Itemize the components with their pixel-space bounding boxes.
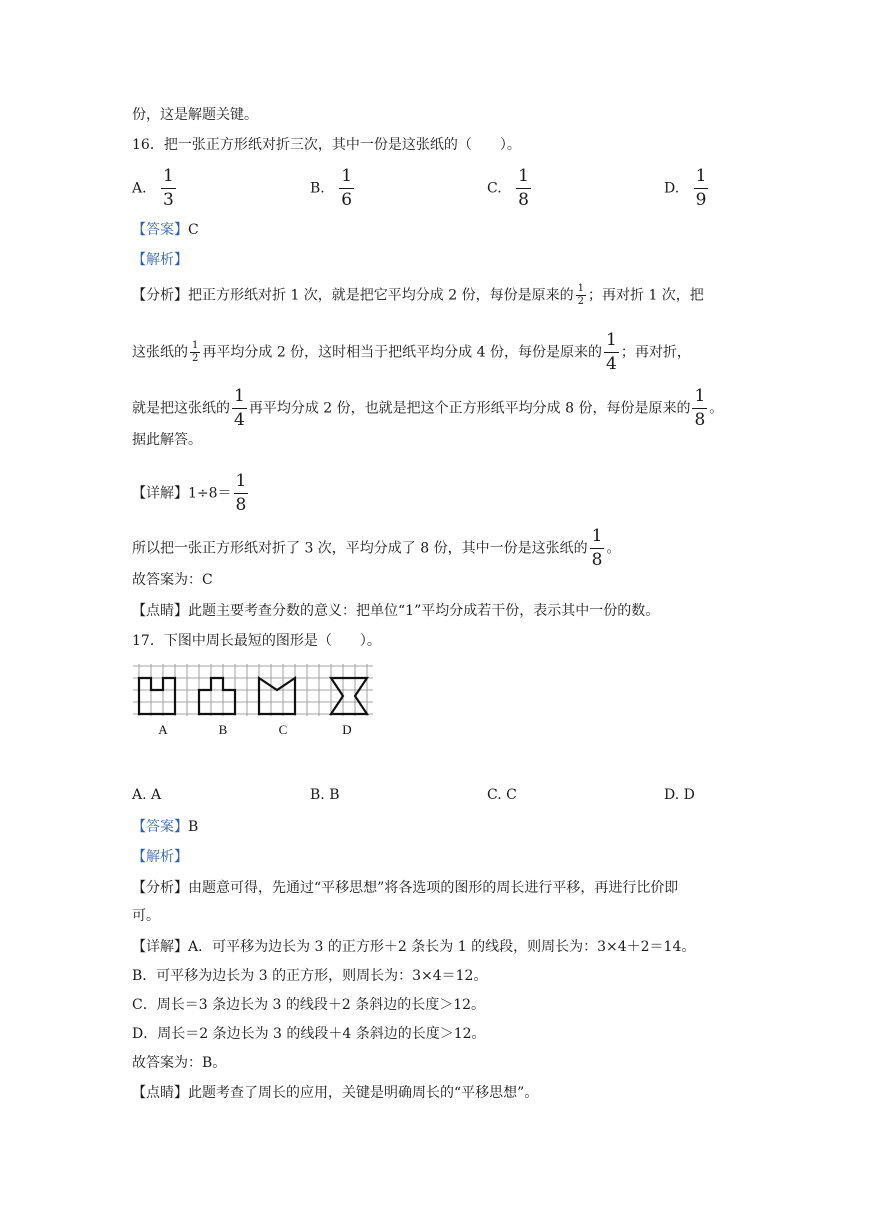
q16-conclusion-line: 所以把一张正方形纸对折了 3 次，平均分成了 8 份，其中一份是这张纸的 $\frac{1}{8}$ 。 [132, 526, 621, 570]
fenxi-tag: 【分析】 [132, 880, 188, 896]
q17-final-answer: 故答案为：B。 [132, 1055, 227, 1071]
q16-option-b-letter: B. [310, 180, 325, 197]
q17-option-c: C. C [487, 787, 517, 803]
grid-lines [133, 664, 373, 716]
figure-label-b: B [218, 722, 228, 737]
q16-final-answer: 故答案为：C [132, 572, 213, 588]
q17-analysis-tag: 【解析】 [132, 849, 188, 865]
q16-option-d [664, 168, 710, 209]
detail-tag: 【详解】 [132, 485, 188, 502]
q16-detail-line: 【详解】1÷8＝ $\frac{1}{8}$ [132, 471, 247, 515]
fraction-one-half: $\frac{1}{2}$ [577, 283, 584, 307]
figure-label-d: D [342, 722, 352, 737]
q16-option-a-letter: A. [132, 180, 147, 197]
fraction-one-eighth: $\frac{1}{8}$ [694, 386, 706, 430]
q16-answer: C [188, 222, 199, 238]
q16-analysis-tag: 【解析】 [132, 252, 188, 268]
q16-option-c-fraction: $\frac{1}{8}$ [518, 166, 529, 210]
figure-label-c: C [278, 722, 288, 737]
q17-detail-a: 【详解】A．可平移为边长为 3 的正方形＋2 条长为 1 的线段，则周长为：3×4＋2＝14。 [132, 939, 696, 955]
q16-option-c-letter: C. [487, 180, 502, 197]
shape-c [259, 678, 295, 714]
fraction-one-eighth: $\frac{1}{8}$ [591, 526, 603, 570]
q17-answer-line [132, 817, 198, 837]
q16-option-d-letter: D. [664, 180, 680, 197]
fraction-one-quarter: $\frac{1}{4}$ [606, 330, 617, 374]
shape-d [331, 678, 367, 714]
figure-label-a: A [158, 722, 168, 737]
q16-option-a [132, 168, 178, 209]
q16-fenxi-line-3: 就是把这张纸的 $\frac{1}{4}$ 再平均分成 2 份，也就是把这个正方形纸平均分成 8 份，每份是原来的 $\frac{1}{8}$ 。 [132, 386, 724, 430]
q16-option-b [310, 168, 356, 209]
q16-answer-line [132, 220, 199, 240]
grid-shapes-figure [133, 664, 375, 742]
q16-fenxi-line-1: 【分析】把正方形纸对折 1 次，就是把它平均分成 2 份，每份是原来的 $\frac{1}{2}$ ；再对折 1 次，把 [132, 283, 704, 307]
q16-option-c [487, 168, 533, 209]
fraction-one-eighth: $\frac{1}{8}$ [235, 471, 247, 515]
q16-fenxi-line-4: 据此解答。 [132, 432, 202, 448]
q17-detail-d: D．周长＝2 条边长为 3 的线段＋4 条斜边的长度＞12。 [132, 1026, 486, 1042]
shape-b [199, 678, 235, 714]
fraction-one-quarter: $\frac{1}{4}$ [234, 386, 245, 430]
shape-a [139, 678, 175, 714]
q16-option-d-fraction: $\frac{1}{9}$ [695, 166, 707, 210]
q17-dianjing-line: 【点睛】此题考查了周长的应用，关键是明确周长的“平移思想”。 [132, 1085, 539, 1101]
fraction-one-half: $\frac{1}{2}$ [192, 340, 199, 364]
q17-detail-b: B．可平移为边长为 3 的正方形，则周长为：3×4＝12。 [132, 968, 488, 984]
q17-option-b: B. B [310, 787, 340, 803]
dianjing-tag: 【点睛】 [132, 603, 188, 619]
q16-stem: 16．把一张正方形纸对折三次，其中一份是这张纸的（ ）。 [132, 137, 521, 153]
detail-tag: 【详解】 [132, 939, 188, 955]
q17-detail-c: C．周长＝3 条边长为 3 的线段＋2 条斜边的长度＞12。 [132, 997, 486, 1013]
q17-option-d: D. D [664, 787, 695, 803]
q17-fenxi-line-2: 可。 [132, 908, 160, 924]
q16-option-a-fraction: $\frac{1}{3}$ [163, 166, 174, 210]
q16-option-b-fraction: $\frac{1}{6}$ [341, 166, 353, 210]
dianjing-tag: 【点睛】 [132, 1085, 188, 1101]
answer-tag: 【答案】 [132, 222, 188, 238]
q17-answer: B [188, 819, 199, 835]
q17-option-a: A. A [132, 787, 162, 803]
answer-tag: 【答案】 [132, 819, 188, 835]
q17-fenxi-line-1: 【分析】由题意可得，先通过“平移思想”将各选项的图形的周长进行平移，再进行比价即 [132, 880, 679, 896]
q17-stem: 17．下图中周长最短的图形是（ ）。 [132, 633, 381, 649]
continuation-text: 份，这是解题关键。 [132, 107, 258, 123]
fenxi-tag: 【分析】 [132, 287, 188, 304]
q16-dianjing-line: 【点睛】此题主要考查分数的意义：把单位“1”平均分成若干份，表示其中一份的数。 [132, 603, 660, 619]
q16-fenxi-line-2: 这张纸的 $\frac{1}{2}$ 再平均分成 2 份，这时相当于把纸平均分成 4 份，每份是原来的 $\frac{1}{4}$ ；再对折， [132, 330, 691, 374]
